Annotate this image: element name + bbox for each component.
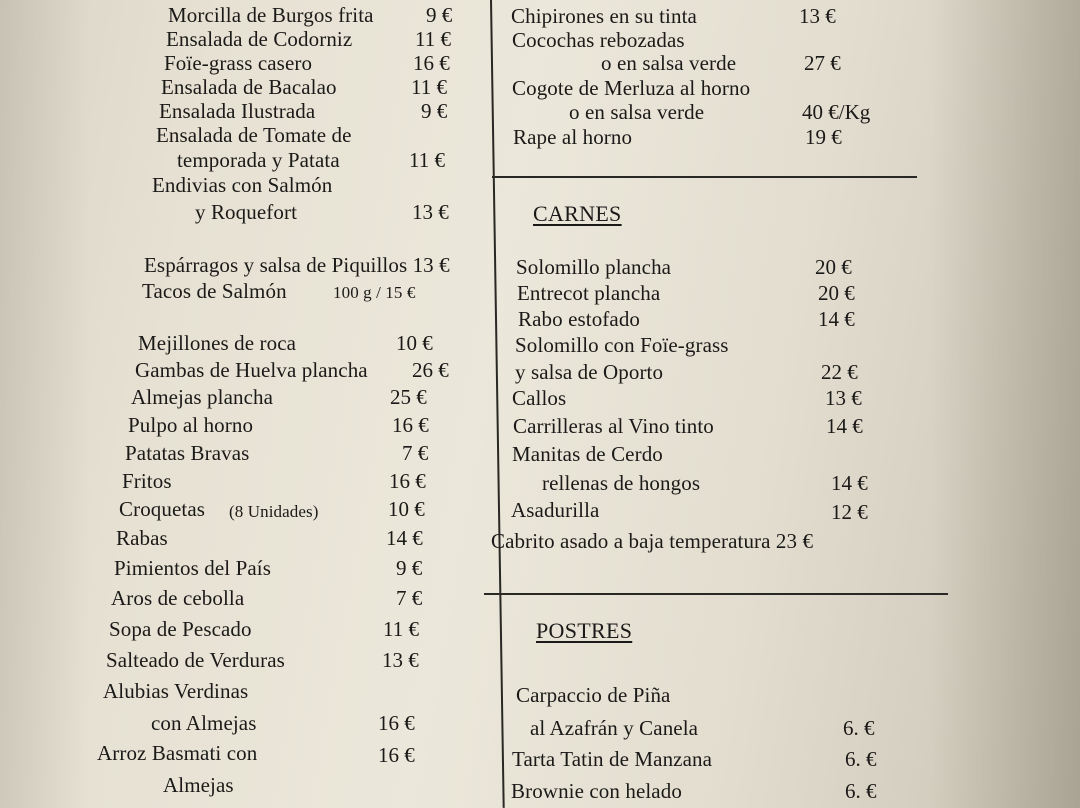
menu-item-price: 12 € <box>831 500 868 524</box>
menu-item-name: Carpaccio de Piña <box>516 683 671 707</box>
menu-item-name: Tacos de Salmón <box>142 279 287 303</box>
menu-item-name: Rape al horno <box>513 125 633 149</box>
menu-item-name: Croquetas <box>119 497 206 521</box>
menu-item-name: Salteado de Verduras <box>106 648 285 672</box>
menu-item-price: 20 € <box>818 281 855 305</box>
menu-item-price: 19 € <box>805 125 842 149</box>
menu-item-price: 16 € <box>378 743 415 767</box>
menu-item-price: 20 € <box>815 255 852 279</box>
menu-item-name: Almejas plancha <box>131 385 274 409</box>
menu-item-price: 14 € <box>831 471 868 495</box>
menu-item-name: Patatas Bravas <box>125 441 250 465</box>
menu-item-name: o en salsa verde <box>601 51 737 75</box>
menu-item-price: 14 € <box>386 526 423 550</box>
menu-item-name: al Azafrán y Canela <box>530 716 699 740</box>
menu-item-price: 26 € <box>412 358 449 382</box>
carnes-heading: CARNES <box>533 201 622 226</box>
menu-item-name: Manitas de Cerdo <box>512 442 663 466</box>
menu-item-price: 14 € <box>826 414 863 438</box>
menu-item-name: Cocochas rebozadas <box>512 28 685 52</box>
menu-item-name: Rabo estofado <box>518 307 641 331</box>
menu-item-price: 16 € <box>389 469 426 493</box>
menu-item-name: Callos <box>512 386 567 410</box>
menu-item-price: 13 € <box>382 648 419 672</box>
menu-item-name: Almejas <box>163 773 234 797</box>
menu-item-price: 22 € <box>821 360 858 384</box>
menu-item-name: Ensalada Ilustrada <box>159 99 316 123</box>
menu-item-price: 11 € <box>415 27 451 51</box>
menu-item-price: 13 € <box>799 4 836 28</box>
menu-item-name: Rabas <box>116 526 168 550</box>
menu-item-name: Cogote de Merluza al horno <box>512 76 751 100</box>
menu-item-name: Asadurilla <box>511 498 600 522</box>
menu-item-name: Solomillo plancha <box>516 255 672 279</box>
menu-item-price: 7 € <box>396 586 423 610</box>
menu-item-price: 10 € <box>388 497 425 521</box>
menu-item-name: Solomillo con Foïe-grass <box>515 333 729 357</box>
menu-item-name: Entrecot plancha <box>517 281 661 305</box>
menu-item-name: Cabrito asado a baja temperatura 23 € <box>491 529 814 553</box>
menu-item-note: (8 Unidades) <box>229 502 319 521</box>
menu-item-price: 16 € <box>378 711 415 735</box>
menu-item-name: Ensalada de Tomate de <box>156 123 352 147</box>
menu-item-name: Aros de cebolla <box>111 586 245 610</box>
postres-heading: POSTRES <box>536 618 633 643</box>
menu-item-price: 7 € <box>402 441 429 465</box>
menu-item-name: Carrilleras al Vino tinto <box>513 414 714 438</box>
menu-item-price: 9 € <box>396 556 423 580</box>
carnes-top-rule <box>492 176 917 178</box>
menu-item-price: 6. € <box>843 716 875 740</box>
menu-item-name: Pulpo al horno <box>128 413 254 437</box>
column-divider <box>490 0 505 808</box>
menu-item-name: Brownie con helado <box>511 779 682 803</box>
menu-item-name: y Roquefort <box>195 200 297 224</box>
menu-item-name: Pimientos del País <box>114 556 271 580</box>
menu-item-name: Chipirones en su tinta <box>511 4 697 28</box>
menu-item-price: 13 € <box>412 200 449 224</box>
menu-item-name: Ensalada de Codorniz <box>166 27 353 51</box>
menu-item-name: Foïe-grass casero <box>164 51 313 75</box>
menu-item-name: Tarta Tatin de Manzana <box>512 747 713 771</box>
menu-item-price: 6. € <box>845 747 877 771</box>
menu-item-name: Ensalada de Bacalao <box>161 75 337 99</box>
menu-item-name: y salsa de Oporto <box>515 360 664 384</box>
menu-item-name: temporada y Patata <box>177 148 340 172</box>
menu-item-price: 13 € <box>825 386 862 410</box>
menu-item-price: 9 € <box>426 3 453 27</box>
postres-top-rule <box>484 593 948 595</box>
menu-item-name: Alubias Verdinas <box>103 679 249 703</box>
menu-item-price: 16 € <box>392 413 429 437</box>
menu-item-name: Sopa de Pescado <box>109 617 252 641</box>
page-shadow-left <box>0 0 90 808</box>
menu-item-price: 11 € <box>411 75 447 99</box>
menu-item-name: Arroz Basmati con <box>97 741 258 765</box>
menu-item-price: 10 € <box>396 331 433 355</box>
menu-item-detail: 100 g / 15 € <box>333 283 416 302</box>
menu-item-price: 27 € <box>804 51 841 75</box>
page-shadow-right <box>930 0 1080 808</box>
menu-item-name: Morcilla de Burgos frita <box>168 3 374 27</box>
menu-item-name: rellenas de hongos <box>542 471 701 495</box>
menu-item-price: 9 € <box>421 99 448 123</box>
menu-item-name: con Almejas <box>151 711 257 735</box>
menu-item-price: 25 € <box>390 385 427 409</box>
menu-item-price: 11 € <box>409 148 445 172</box>
menu-item-name: Gambas de Huelva plancha <box>135 358 368 382</box>
menu-item-name: o en salsa verde <box>569 100 705 124</box>
menu-item-price: 6. € <box>845 779 877 803</box>
menu-item-price: 14 € <box>818 307 855 331</box>
menu-item-price: 11 € <box>383 617 419 641</box>
menu-item-name: Endivias con Salmón <box>152 173 333 197</box>
menu-item-name: Espárragos y salsa de Piquillos 13 € <box>144 253 450 277</box>
menu-item-name: Mejillones de roca <box>138 331 297 355</box>
menu-item-price: 40 €/Kg <box>802 100 871 124</box>
menu-item-name: Fritos <box>122 469 172 493</box>
menu-item-price: 16 € <box>413 51 450 75</box>
